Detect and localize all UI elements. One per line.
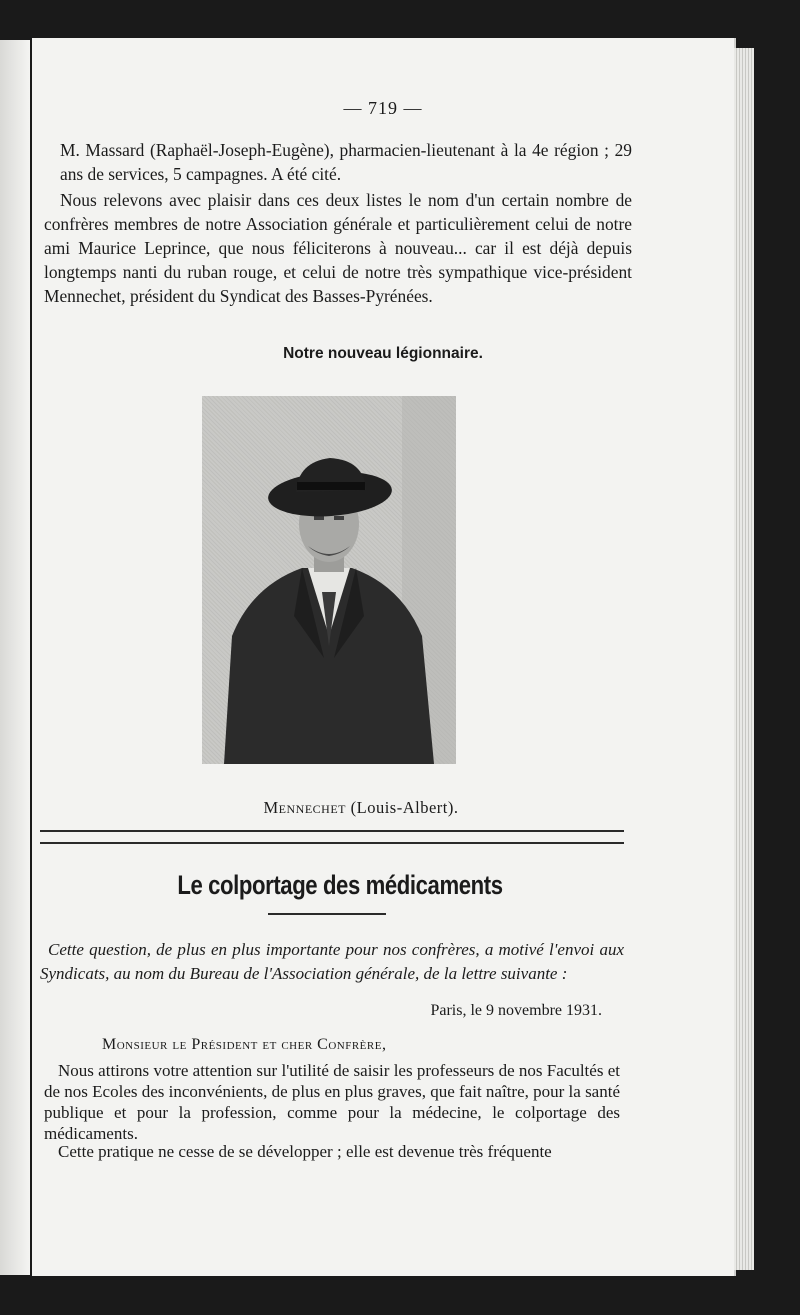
letter-paragraph-1: Nous attirons votre attention sur l'utilité de saisir les professeurs de nos Facultés et de nos Ecoles des inconvénients, de plus en plus graves, que fait naître, pour la santé publique et pour la profession, comme pour la médecine, le colportage des médicaments. xyxy=(44,1061,620,1143)
section-divider-bottom xyxy=(40,842,624,844)
letter-salutation: Monsieur le Président et cher Confrère, xyxy=(102,1036,387,1053)
caption-surname: Mennechet xyxy=(263,798,346,817)
portrait-photo xyxy=(202,396,456,764)
section-divider-top xyxy=(40,830,624,832)
paragraph-massard: M. Massard (Raphaël-Joseph-Eugène), pharmacien-lieutenant à la 4e région ; 29 ans de services, 5 campagnes. A été cité. xyxy=(60,140,632,184)
letter-dateline: Paris, le 9 novembre 1931. xyxy=(430,1002,602,1019)
headline-underline xyxy=(268,913,386,915)
photo-heading: Notre nouveau légionnaire. xyxy=(283,345,483,362)
adjacent-page-edge xyxy=(0,40,30,1275)
letter-paragraph-2: Cette pratique ne cesse de se développer ; elle est devenue très fréquente xyxy=(58,1142,552,1161)
photo-caption xyxy=(32,798,690,818)
article-intro: Cette question, de plus en plus importante pour nos confrères, a motivé l'envoi aux Syndicats, au nom du Bureau de l'Association générale, de la lettre suivante : xyxy=(40,940,624,983)
portrait-figure xyxy=(202,396,456,764)
paragraph-association: Nous relevons avec plaisir dans ces deux listes le nom d'un certain nombre de confrères membres de notre Association générale et particulièrement celui de notre ami Maurice Leprince, que nous féliciterons à nouveau... car il est déjà depuis longtemps nanti du ruban rouge, et celui de notre très sympathique vice-président Mennechet, président du Syndicat des Basses-Pyrénées. xyxy=(44,190,632,306)
caption-given-names: (Louis-Albert). xyxy=(346,798,459,817)
document-page xyxy=(32,38,734,1276)
article-headline: Le colportage des médicaments xyxy=(177,870,503,900)
page-number: — 719 — xyxy=(343,98,423,118)
page-stack-edge xyxy=(734,48,754,1270)
